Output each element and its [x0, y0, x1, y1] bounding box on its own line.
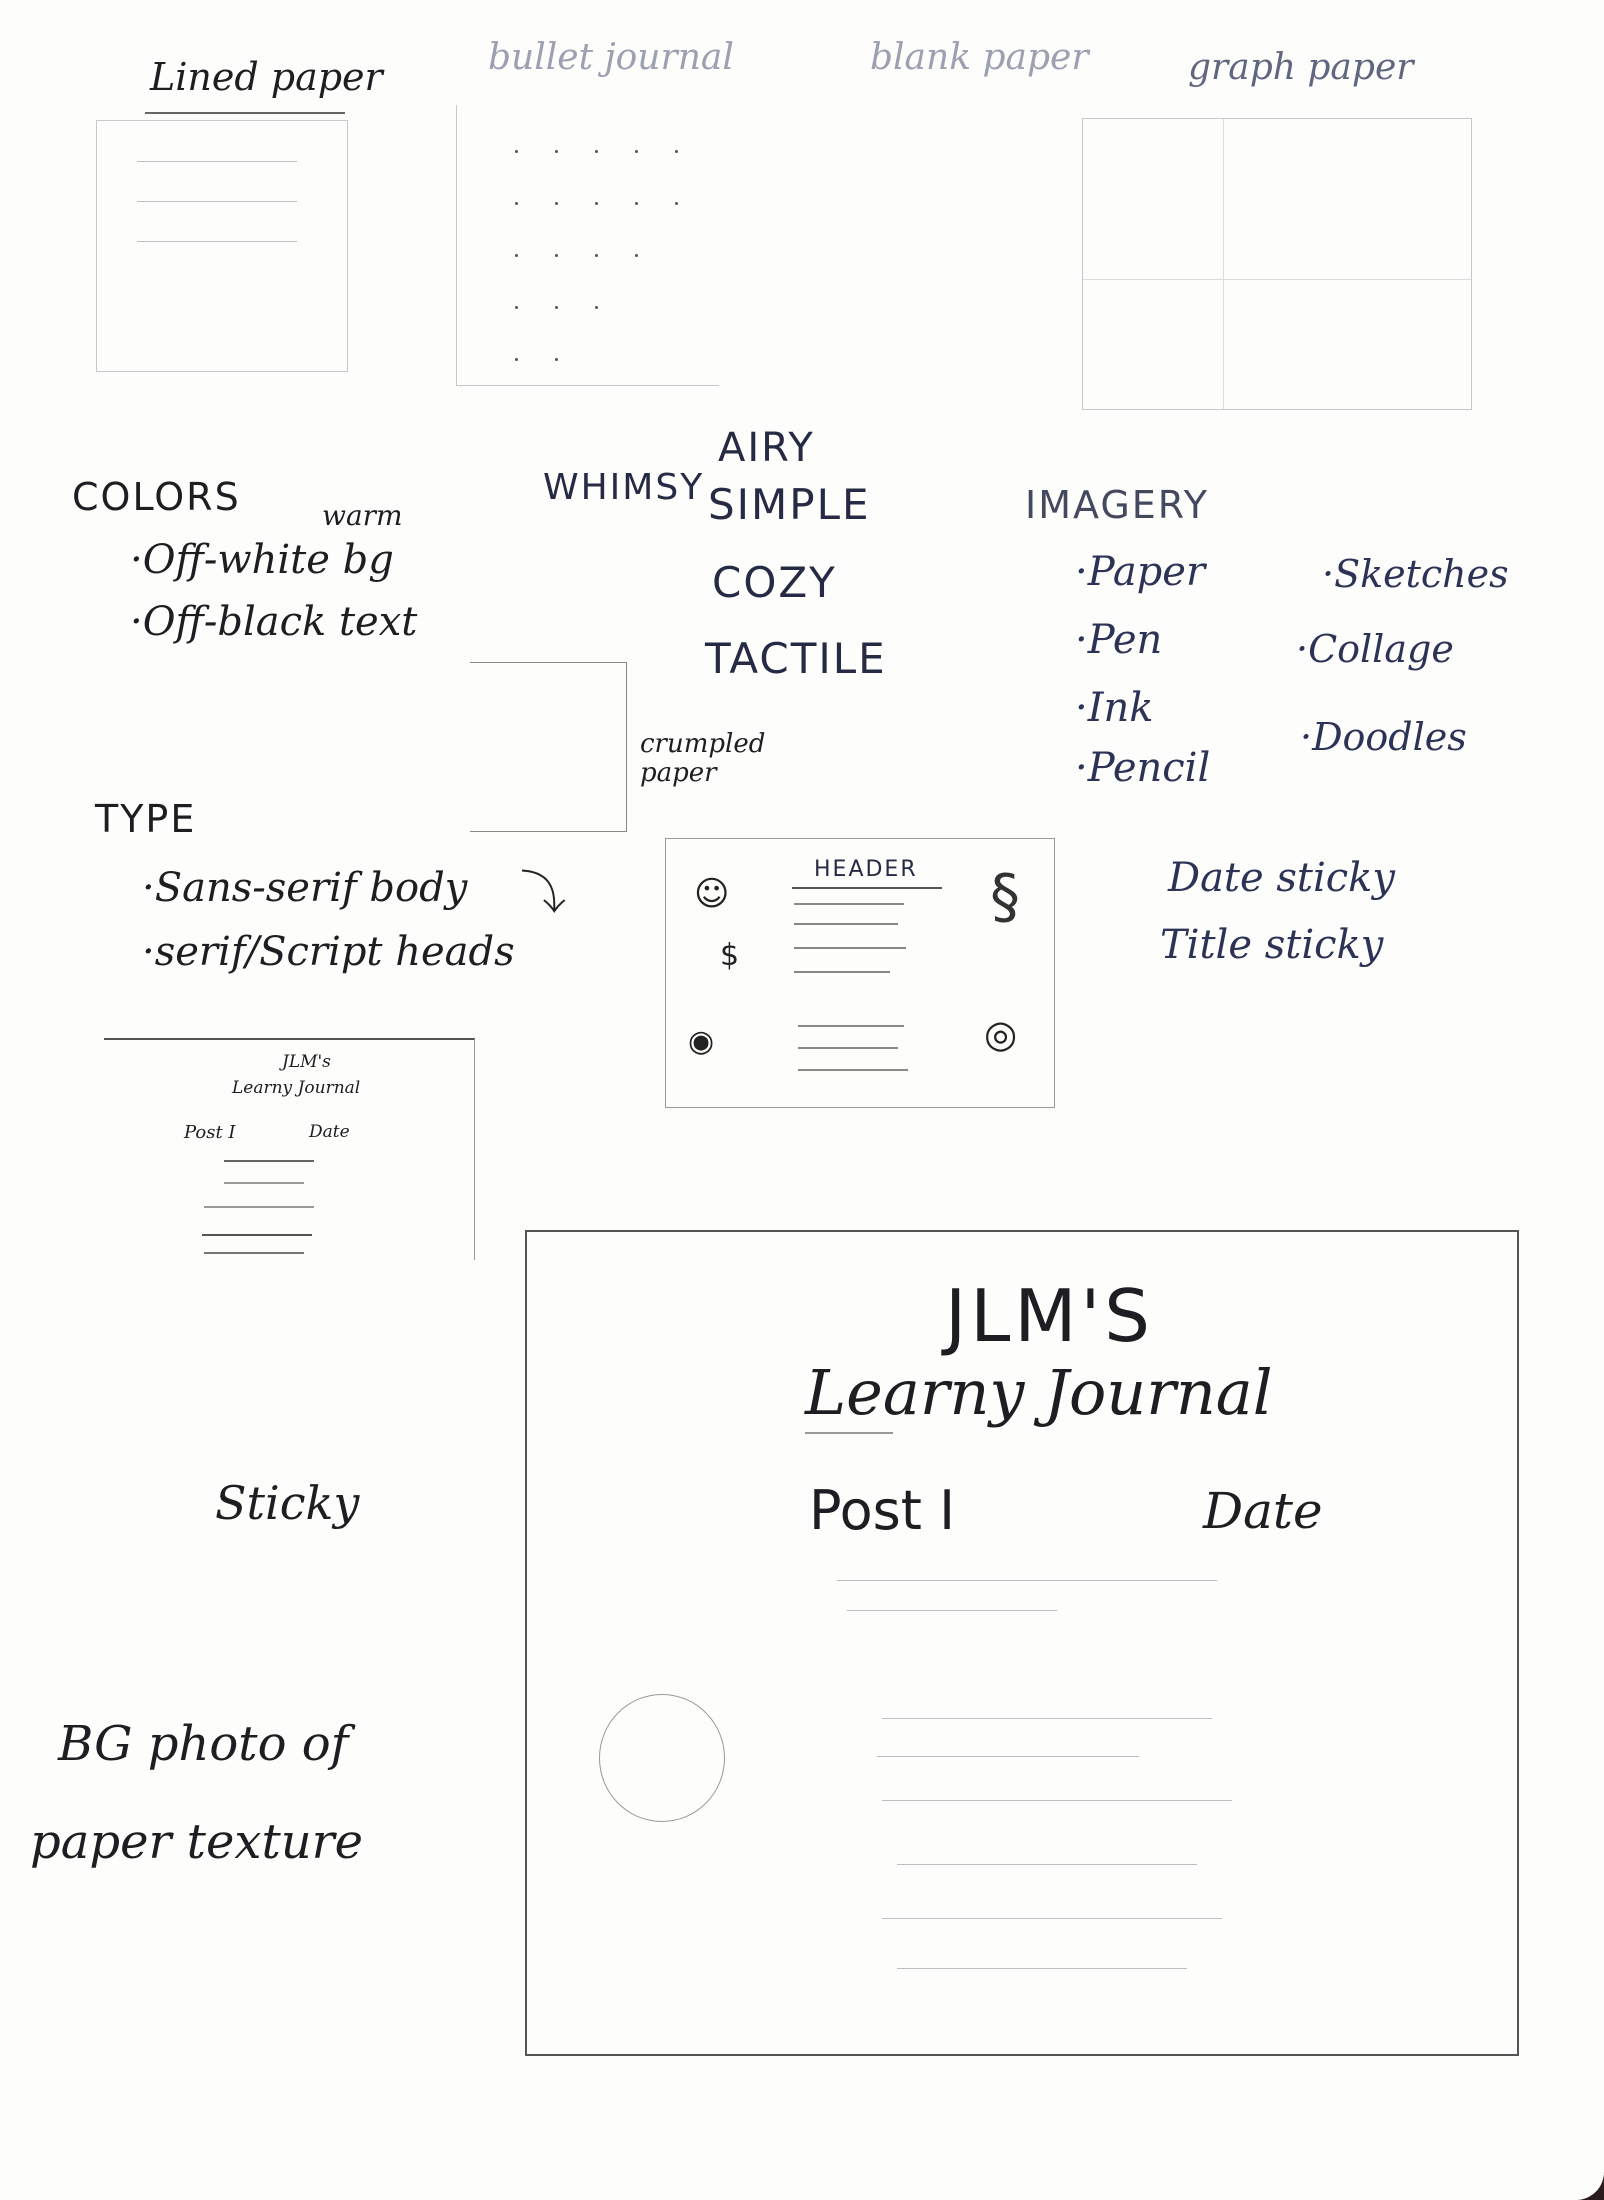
- squiggle-icon: §: [990, 862, 1020, 932]
- grid-dot: [635, 150, 638, 153]
- grid-dot: [635, 202, 638, 205]
- grid-dot: [515, 150, 518, 153]
- type-heading: TYPE: [95, 797, 197, 841]
- grid-dot: [635, 254, 638, 257]
- grid-dot: [515, 306, 518, 309]
- eye-icon: ◉: [688, 1024, 715, 1059]
- main-journal-mockup: [525, 1230, 1519, 2056]
- journal-post-title: Post I: [809, 1479, 956, 1542]
- journal-title: JLM'S: [945, 1274, 1154, 1358]
- imagery-item-pen: ·Pen: [1075, 617, 1163, 663]
- sticky-label: Sticky: [215, 1476, 360, 1530]
- journal-subtitle: Learny Journal: [805, 1356, 1273, 1429]
- colors-item-1: ·Off-white bg: [130, 537, 394, 583]
- bg-note-line-1: BG photo of: [58, 1716, 349, 1772]
- colors-item-2: ·Off-black text: [130, 599, 418, 645]
- grid-dot: [515, 254, 518, 257]
- grid-dot: [515, 358, 518, 361]
- grid-dot: [595, 150, 598, 153]
- small-journal-post: Post I: [184, 1122, 236, 1143]
- spiral-icon: ◎: [984, 1012, 1018, 1056]
- mockup-header-label: HEADER: [814, 857, 918, 882]
- grid-dot: [555, 306, 558, 309]
- date-sticky-note: Date sticky: [1168, 855, 1396, 901]
- imagery-item-ink: ·Ink: [1075, 685, 1154, 731]
- crumpled-paper-label: crumpled paper: [640, 729, 766, 788]
- bullet-journal-sketch: [456, 105, 719, 386]
- grid-dot: [555, 254, 558, 257]
- mood-airy: AIRY: [718, 425, 815, 471]
- dollar-icon: $: [720, 938, 740, 973]
- journal-post-date: Date: [1203, 1482, 1323, 1540]
- imagery-item-pencil: ·Pencil: [1075, 745, 1211, 791]
- crumpled-paper-sketch: [470, 662, 627, 832]
- mood-whimsy: WHIMSY: [543, 467, 705, 508]
- bullet-journal-label: bullet journal: [488, 37, 734, 78]
- imagery-item-paper: ·Paper: [1075, 549, 1206, 595]
- graph-paper-sketch: [1082, 118, 1472, 410]
- blank-paper-label: blank paper: [870, 37, 1089, 78]
- lined-paper-sketch: [96, 120, 348, 372]
- colors-heading: COLORS: [72, 475, 241, 519]
- swap-arrow-icon: ⤵: [520, 866, 566, 920]
- imagery-item-doodles: ·Doodles: [1300, 715, 1467, 759]
- grid-dot: [595, 202, 598, 205]
- lined-paper-underline: [145, 112, 345, 114]
- grid-dot: [595, 306, 598, 309]
- imagery-item-collage: ·Collage: [1296, 627, 1454, 671]
- grid-dot: [555, 202, 558, 205]
- title-sticky-note: Title sticky: [1160, 922, 1384, 968]
- header-layout-mockup: [665, 838, 1055, 1108]
- small-journal-mockup: [104, 1038, 475, 1260]
- graph-paper-label: graph paper: [1188, 47, 1414, 88]
- mood-simple: SIMPLE: [708, 480, 871, 529]
- grid-dot: [555, 150, 558, 153]
- mood-cozy: COZY: [712, 558, 837, 607]
- mood-tactile: TACTILE: [705, 634, 887, 683]
- grid-dot: [555, 358, 558, 361]
- small-journal-title: JLM's: [282, 1052, 331, 1072]
- grid-dot: [595, 254, 598, 257]
- type-item-2: ·serif/Script heads: [142, 929, 515, 975]
- grid-dot: [675, 202, 678, 205]
- type-item-1: ·Sans-serif body: [142, 865, 468, 911]
- small-journal-subtitle: Learny Journal: [232, 1078, 361, 1098]
- sticky-circle-sketch: [599, 1694, 725, 1822]
- grid-dot: [515, 202, 518, 205]
- small-journal-date: Date: [309, 1122, 350, 1142]
- bg-note-line-2: paper texture: [30, 1814, 363, 1870]
- imagery-item-sketches: ·Sketches: [1322, 552, 1509, 596]
- colors-warm-note: warm: [322, 499, 403, 532]
- lined-paper-label: Lined paper: [150, 55, 383, 99]
- imagery-heading: IMAGERY: [1025, 483, 1209, 527]
- smiley-icon: ☺: [694, 874, 730, 914]
- grid-dot: [675, 150, 678, 153]
